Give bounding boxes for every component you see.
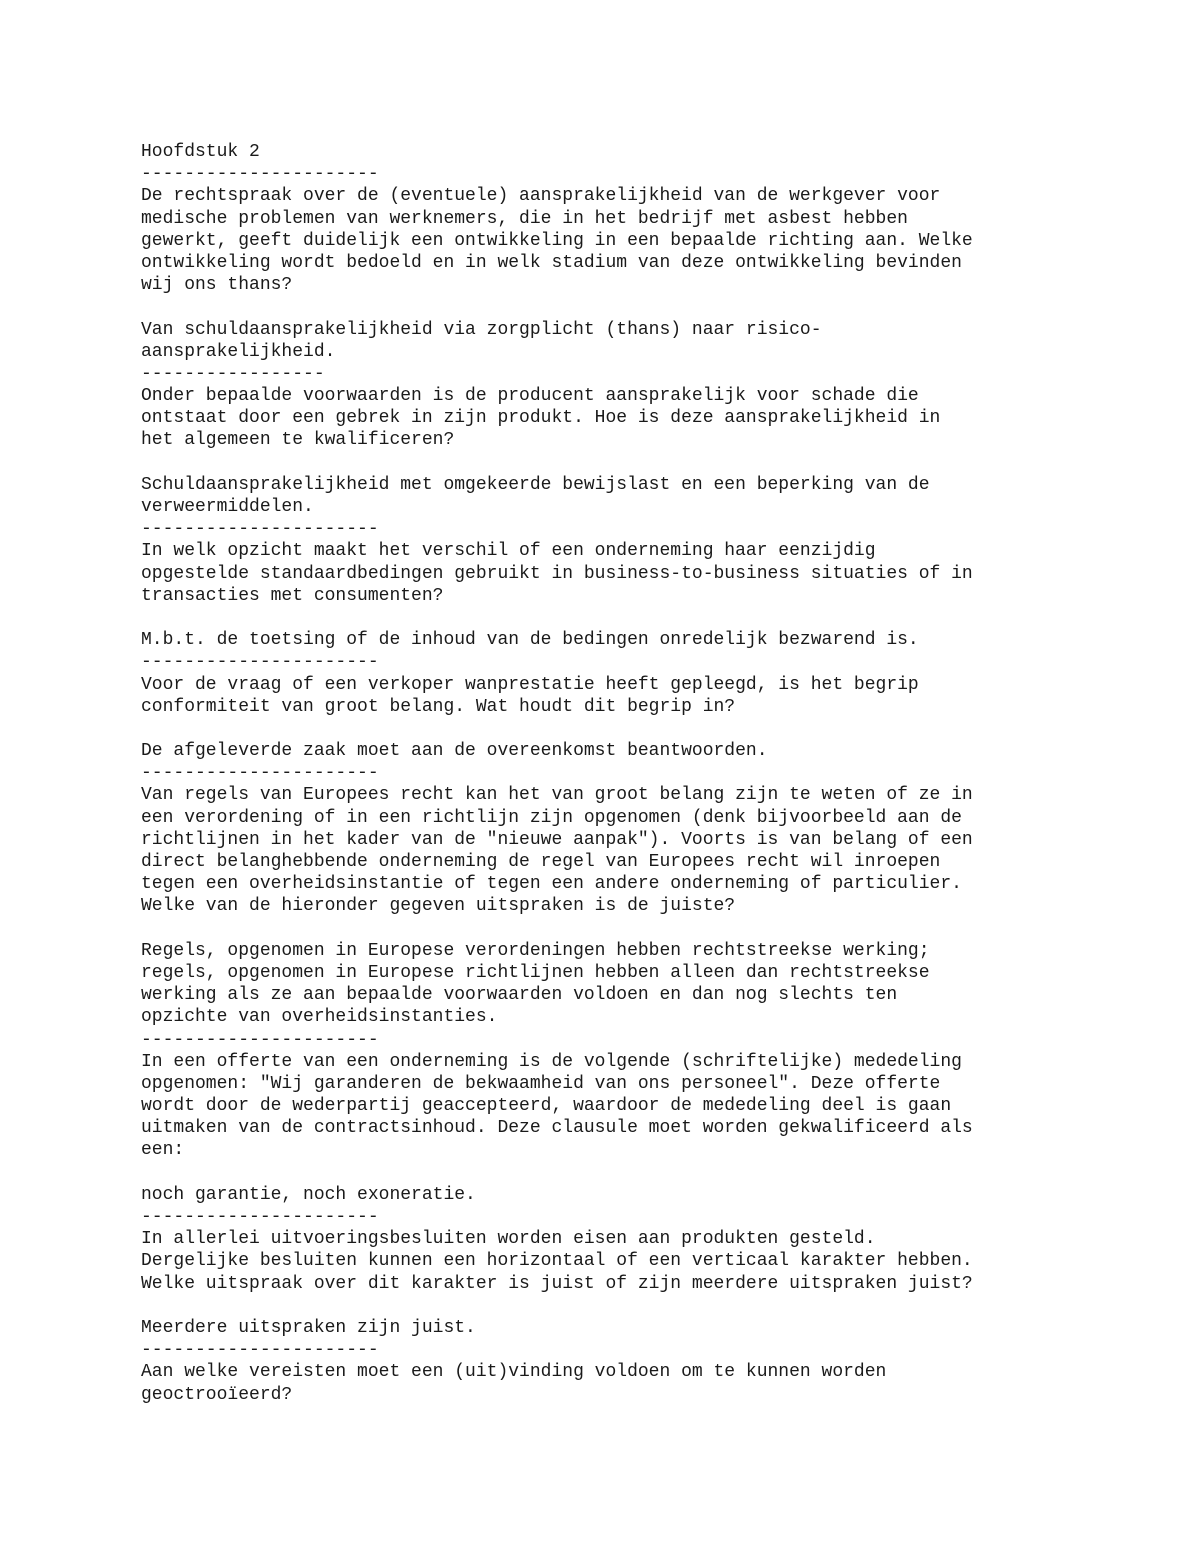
text-line: direct belanghebbende onderneming de regel van Europees recht wil inroepen [141, 852, 941, 872]
text-line: werking als ze aan bepaalde voorwaarden voldoen en dan nog slechts ten [141, 985, 898, 1006]
blank-line [141, 718, 1141, 740]
text-line: noch garantie, noch exoneratie. [141, 1184, 476, 1205]
text-line: Dergelijke besluiten kunnen een horizontaal of een verticaal karakter hebben. [141, 1251, 973, 1272]
separator-line: ---------------------- [141, 519, 379, 540]
text-line: Van regels van Europees recht kan het van groot belang zijn te weten of ze in [141, 785, 973, 806]
text-line: In welk opzicht maakt het verschil of een onderneming haar eenzijdig [141, 541, 876, 562]
text-line: aansprakelijkheid. [141, 341, 336, 362]
text-line: ontstaat door een gebrek in zijn produkt. Hoe is deze aansprakelijkheid in [141, 408, 941, 429]
separator-line: ---------------------- [141, 652, 379, 673]
text-line: Schuldaansprakelijkheid met omgekeerde bewijslast en een beperking van de [141, 474, 930, 495]
text-line: ontwikkeling wordt bedoeld en in welk stadium van deze ontwikkeling bevinden [141, 252, 962, 273]
text-line: een: [141, 1140, 185, 1161]
chapter-heading: Hoofdstuk 2 [141, 142, 260, 162]
text-line: conformiteit van groot belang. Wat houdt dit begrip in? [141, 696, 736, 717]
blank-line [141, 296, 1141, 318]
text-line: richtlijnen in het kader van de "nieuwe aanpak"). Voorts is van belang of een [141, 829, 973, 850]
text-line: opgestelde standaardbedingen gebruikt in business-to-business situaties of in [141, 563, 973, 584]
text-line: medische problemen van werknemers, die in het bedrijf met asbest hebben [141, 208, 908, 229]
text-line: Welke uitspraak over dit karakter is juist of zijn meerdere uitspraken juist? [141, 1273, 973, 1294]
text-line: verweermiddelen. [141, 497, 314, 517]
text-line: opgenomen: "Wij garanderen de bekwaamheid van ons personeel". Deze offerte [141, 1073, 941, 1094]
separator-line: ----------------- [141, 363, 325, 384]
separator-line: ---------------------- [141, 1207, 379, 1227]
text-line: In allerlei uitvoeringsbesluiten worden eisen aan produkten gesteld. [141, 1229, 876, 1250]
text-line: opzichte van overheidsinstanties. [141, 1007, 498, 1028]
blank-line [141, 452, 1141, 474]
text-line: De afgeleverde zaak moet aan de overeenkomst beantwoorden. [141, 741, 768, 762]
text-line: Van schuldaansprakelijkheid via zorgplicht (thans) naar risico- [141, 319, 822, 340]
text-line: Regels, opgenomen in Europese verordeningen hebben rechtstreekse werking; [141, 940, 930, 961]
text-line: tegen een overheidsinstantie of tegen een andere onderneming of particulier. [141, 874, 962, 895]
document-page [141, 141, 1141, 1406]
text-line: uitmaken van de contractsinhoud. Deze clausule moet worden gekwalificeerd als [141, 1118, 973, 1139]
text-line: gewerkt, geeft duidelijk een ontwikkeling in een bepaalde richting aan. Welke [141, 230, 973, 251]
text-line: geoctrooïeerd? [141, 1384, 293, 1405]
text-line: Aan welke vereisten moet een (uit)vinding voldoen om te kunnen worden [141, 1362, 887, 1383]
text-line: wordt door de wederpartij geaccepteerd, waardoor de mededeling deel is gaan [141, 1096, 952, 1117]
text-line: M.b.t. de toetsing of de inhoud van de bedingen onredelijk bezwarend is. [141, 630, 919, 651]
text-line: Onder bepaalde voorwaarden is de producent aansprakelijk voor schade die [141, 386, 919, 407]
blank-line [141, 607, 1141, 629]
text-line: regels, opgenomen in Europese richtlijnen hebben alleen dan rechtstreekse [141, 962, 930, 983]
text-line: een verordening of in een richtlijn zijn opgenomen (denk bijvoorbeeld aan de [141, 807, 962, 828]
blank-line [141, 918, 1141, 940]
blank-line [141, 1162, 1141, 1184]
separator-line: ---------------------- [141, 164, 379, 185]
separator-line: ---------------------- [141, 1340, 379, 1361]
separator-line: ---------------------- [141, 763, 379, 784]
text-line: Voor de vraag of een verkoper wanprestatie heeft gepleegd, is het begrip [141, 674, 919, 695]
text-line: wij ons thans? [141, 275, 293, 296]
text-line: transacties met consumenten? [141, 585, 444, 606]
blank-line [141, 1295, 1141, 1317]
text-line: het algemeen te kwalificeren? [141, 430, 455, 451]
text-line: Meerdere uitspraken zijn juist. [141, 1317, 476, 1338]
text-line: Welke van de hieronder gegeven uitspraken is de juiste? [141, 896, 736, 917]
text-line: De rechtspraak over de (eventuele) aansprakelijkheid van de werkgever voor [141, 186, 941, 207]
text-line: In een offerte van een onderneming is de volgende (schriftelijke) mededeling [141, 1051, 962, 1072]
separator-line: ---------------------- [141, 1029, 379, 1050]
